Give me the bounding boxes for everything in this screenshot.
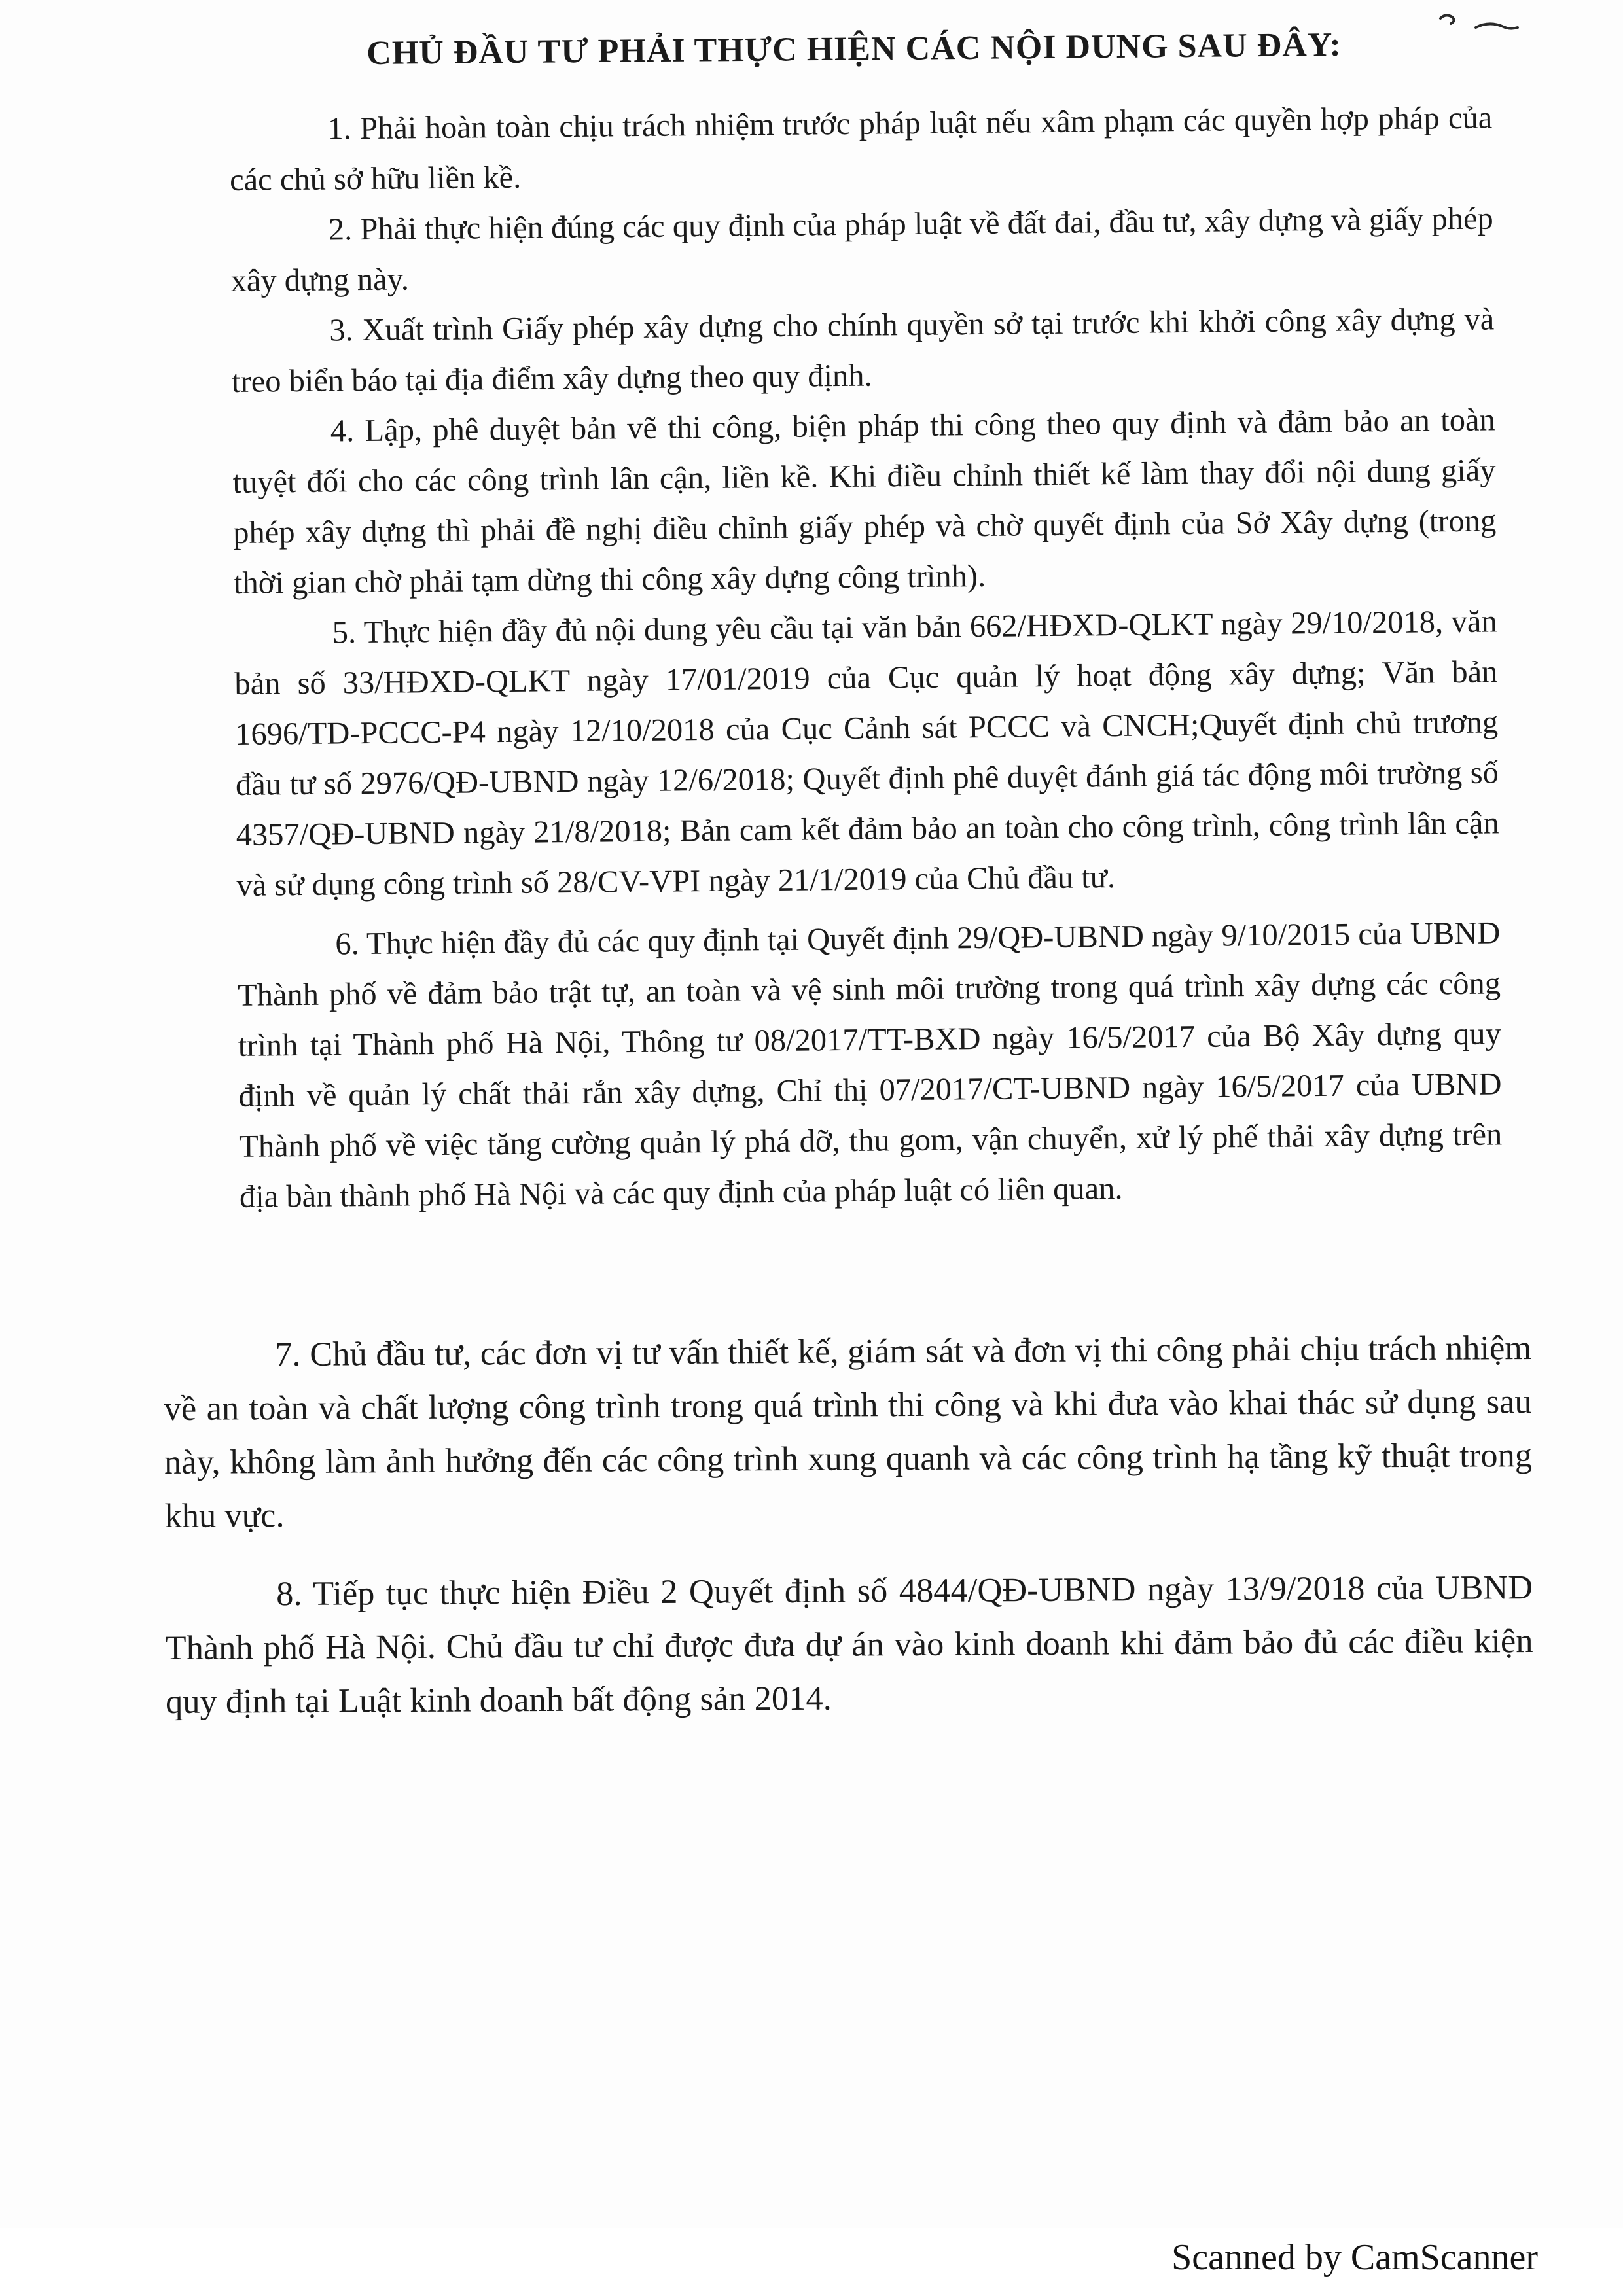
document-title: CHỦ ĐẦU TƯ PHẢI THỰC HIỆN CÁC NỘI DUNG SAU ĐÂY: — [366, 26, 1342, 72]
item-7: 7. Chủ đầu tư, các đơn vị tư vấn thiết kế, giám sát và đơn vị thi công phải chịu trách nhiệm về an toàn và chất lượng công trình trong quá trình thi công và khi đưa vào khai thác sử dụng sau này, không làm ảnh hưởng đến các công trình xung quanh và các công trình hạ tầng kỹ thuật trong khu vực. — [164, 1329, 1533, 1535]
item-2: 2. Phải thực hiện đúng các quy định của pháp luật về đất đai, đầu tư, xây dựng và giấy phép xây dựng này. — [230, 201, 1494, 298]
item-4: 4. Lập, phê duyệt bản vẽ thi công, biện pháp thi công theo quy định và đảm bảo an toàn tuyệt đối cho các công trình lân cận, liền kề. Khi điều chỉnh thiết kế làm thay đổi nội dung giấy phép xây dựng thì phải đề nghị điều chỉnh giấy phép và chờ quyết định của Sở Xây dựng (trong thời gian chờ phải tạm dừng thi công xây dựng công trình). — [232, 402, 1497, 601]
item-3: 3. Xuất trình Giấy phép xây dựng cho chính quyền sở tại trước khi khởi công xây dựng và treo biển báo tại địa điểm xây dựng theo quy định. — [231, 302, 1495, 399]
scanner-watermark: Scanned by CamScanner — [1171, 2237, 1538, 2278]
document-body-upper — [229, 92, 1503, 1222]
item-8: 8. Tiếp tục thực hiện Điều 2 Quyết định số 4844/QĐ-UBND ngày 13/9/2018 của UBND Thành phố Hà Nội. Chủ đầu tư chỉ được đưa dự án vào kinh doanh khi đảm bảo đủ các điều kiện quy định tại Luật kinh doanh bất động sản 2014. — [165, 1568, 1533, 1721]
item-1: 1. Phải hoàn toàn chịu trách nhiệm trước pháp luật nếu xâm phạm các quyền hợp pháp của các chủ sở hữu liền kề. — [229, 100, 1493, 198]
document-body-lower — [164, 1321, 1533, 1729]
pen-mark-icon — [1436, 12, 1522, 38]
item-6: 6. Thực hiện đầy đủ các quy định tại Quyết định 29/QĐ-UBND ngày 9/10/2015 của UBND Thành phố về đảm bảo trật tự, an toàn và vệ sinh môi trường trong quá trình xây dựng các công trình tại Thành phố Hà Nội, Thông tư 08/2017/TT-BXD ngày 16/5/2017 của Bộ Xây dựng quy định về quản lý chất thải rắn xây dựng, Chỉ thị 07/2017/CT-UBND ngày 16/5/2017 của UBND Thành phố về việc tăng cường quản lý phá dỡ, thu gom, vận chuyển, xử lý phế thải xây dựng trên địa bàn thành phố Hà Nội và các quy định của pháp luật có liên quan. — [237, 915, 1503, 1214]
item-5: 5. Thực hiện đầy đủ nội dung yêu cầu tại văn bản 662/HĐXD-QLKT ngày 29/10/2018, văn bản số 33/HĐXD-QLKT ngày 17/01/2019 của Cục quản lý hoạt động xây dựng; Văn bản 1696/TD-PCCC-P4 ngày 12/10/2018 của Cục Cảnh sát PCCC và CNCH;Quyết định chủ trương đầu tư số 2976/QĐ-UBND ngày 12/6/2018; Quyết định phê duyệt đánh giá tác động môi trường số 4357/QĐ-UBND ngày 21/8/2018; Bản cam kết đảm bảo an toàn cho công trình, công trình lân cận và sử dụng công trình số 28/CV-VPI ngày 21/1/2019 của Chủ đầu tư. — [234, 604, 1499, 903]
